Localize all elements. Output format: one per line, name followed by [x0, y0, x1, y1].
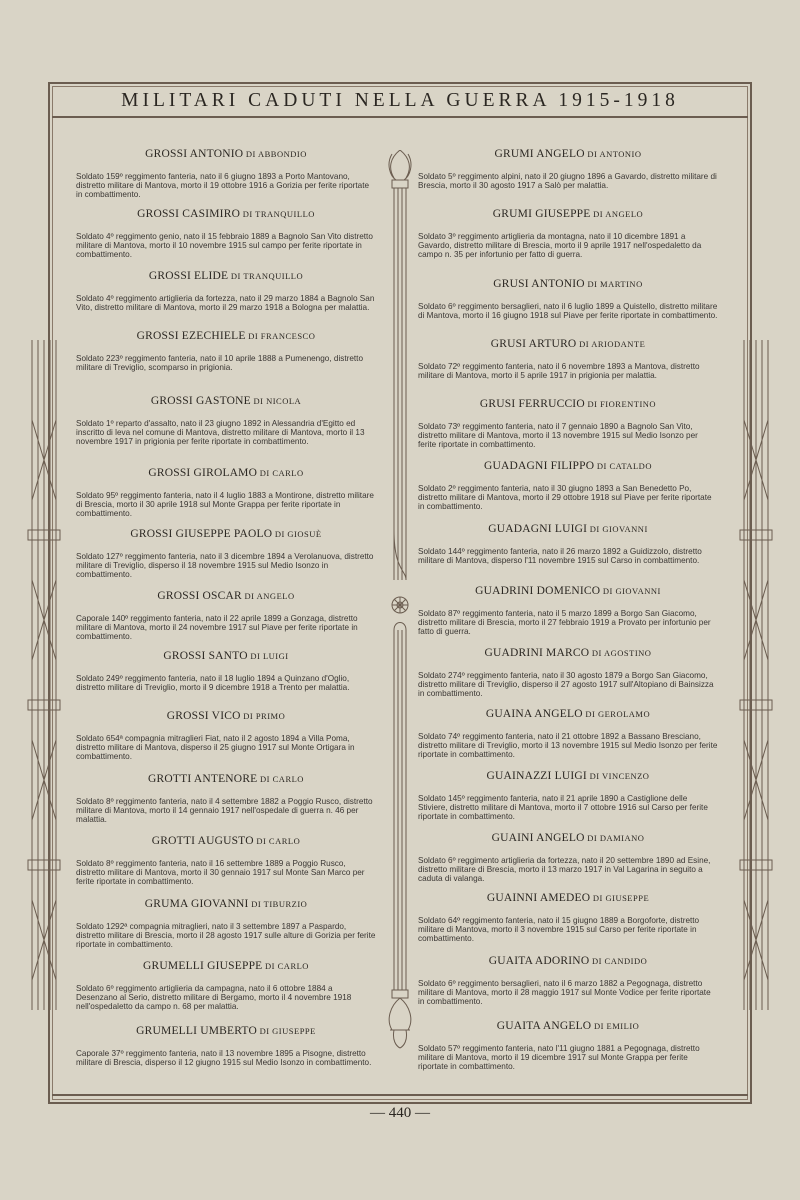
entry-name — [76, 395, 376, 407]
entry-name — [76, 773, 376, 785]
entry-surname: GROSSI GIUSEPPE PAOLO — [130, 528, 273, 540]
entry-surname: GUAINAZZI LUIGI — [486, 770, 587, 782]
entry-name — [76, 528, 376, 540]
entry-parentage: DI PRIMO — [240, 711, 286, 721]
page-number: — 440 — — [370, 1105, 430, 1121]
entry — [76, 898, 376, 950]
entry-text: Soldato 1292ª compagnia mitraglieri, nato il 3 settembre 1897 a Paspardo, distretto militare di Brescia, morto il 28 agosto 1917 sulle alture di Gorizia per ferite riportate in combattimento. — [76, 922, 376, 950]
entry-parentage: DI ABBONDIO — [243, 149, 307, 159]
entry-parentage: DI FRANCESCO — [245, 331, 316, 341]
entry-surname: GUADRINI MARCO — [484, 647, 590, 659]
entry-text: Soldato 223º reggimento fanteria, nato il 10 aprile 1888 a Pumenengo, distretto militare di Treviglio, scomparso in prigionia. — [76, 354, 364, 373]
entry-name — [418, 955, 718, 967]
entry-text: Soldato 144º reggimento fanteria, nato il 26 marzo 1892 a Guidizzolo, distretto militare di Mantova, disperso l'11 novembre 1915 sul Carso in combattimento. — [418, 547, 702, 566]
entry — [76, 148, 376, 200]
entry-surname: GROSSI ELIDE — [148, 270, 229, 282]
entry-name — [418, 585, 718, 597]
entry — [76, 1025, 376, 1067]
entry-name — [76, 710, 376, 722]
entry — [76, 650, 376, 692]
entry-surname: GROSSI GIROLAMO — [148, 467, 258, 479]
entry-parentage: DI DAMIANO — [584, 833, 645, 843]
entry — [418, 832, 718, 884]
entry-text: Soldato 64º reggimento fanteria, nato il 15 giugno 1889 a Borgoforte, distretto militare di Mantova, morto il 3 novembre 1915 sul Carso per ferite riportate in combattimento. — [418, 916, 700, 944]
entry — [418, 208, 718, 260]
entry-name — [418, 892, 718, 904]
entry — [418, 770, 718, 822]
entry-parentage: DI LUIGI — [247, 651, 289, 661]
entry — [76, 270, 376, 312]
entry — [418, 955, 718, 1007]
entry — [76, 208, 376, 260]
entry-parentage: DI TIBURZIO — [248, 899, 308, 909]
entry-parentage: DI VINCENZO — [586, 771, 650, 781]
entry-text: Soldato 4º reggimento genio, nato il 15 febbraio 1889 a Bagnolo San Vito distretto militare di Mantova, morto il 10 novembre 1915 sul campo per ferite riportate in combattimento. — [76, 232, 373, 260]
entry-surname: GROSSI VICO — [166, 710, 241, 722]
entry-text: Soldato 87º reggimento fanteria, nato il 5 marzo 1899 a Borgo San Giacomo, distretto militare di Brescia, morto il 27 febbraio 1919 a Provato per infortunio per fatto di guerra. — [418, 609, 711, 637]
entry-text: Soldato 1º reparto d'assalto, nato il 23 giugno 1892 in Alessandria d'Egitto ed inscritto di leva nel comune di Mantova, distretto militare di Mantova, morto il 13 novembre 1917 in prigionia per ferite riportate in combattimento. — [76, 419, 365, 447]
entry-surname: GRUMI GIUSEPPE — [492, 208, 591, 220]
entry-name — [418, 832, 718, 844]
entry — [418, 398, 718, 450]
entry — [76, 528, 376, 580]
entry-name — [418, 338, 718, 350]
entry — [418, 148, 718, 190]
page-footer-rule — [52, 1094, 748, 1100]
entry-surname: GRUSI FERRUCCIO — [479, 398, 585, 410]
entry — [76, 960, 376, 1012]
entry-parentage: DI GIUSEPPE — [590, 893, 650, 903]
entry-text: Soldato 3º reggimento artiglieria da montagna, nato il 10 dicembre 1891 a Gavardo, distretto militare di Brescia, morto il 9 aprile 1917 nell'ospedaletto da campo n. 35 per infortunio per fatto di guerra. — [418, 232, 702, 260]
entry — [418, 585, 718, 637]
entry-parentage: DI ANGELO — [241, 591, 295, 601]
entry-name — [76, 835, 376, 847]
entry-name — [418, 523, 718, 535]
entry-parentage: DI GIOVANNI — [600, 586, 661, 596]
page-header — [52, 86, 748, 118]
entry-surname: GRUMA GIOVANNI — [144, 898, 249, 910]
entry-name — [76, 467, 376, 479]
entry-surname: GROTTI ANTENORE — [148, 773, 258, 785]
entry-name — [418, 647, 718, 659]
entry — [418, 523, 718, 565]
entry-surname: GRUSI ARTURO — [490, 338, 577, 350]
entry-name — [418, 278, 718, 290]
entry-surname: GROSSI ANTONIO — [145, 148, 244, 160]
entry-surname: GUAINI ANGELO — [491, 832, 585, 844]
entry — [76, 467, 376, 519]
entry-text: Soldato 4º reggimento artiglieria da fortezza, nato il 29 marzo 1884 a Bagnolo San Vito, distretto militare di Mantova, morto il 29 marzo 1918 a Bologna per malattia. — [76, 294, 375, 313]
entry-parentage: DI GIOVANNI — [587, 524, 648, 534]
entry-parentage: DI EMILIO — [591, 1021, 640, 1031]
entry-name — [418, 398, 718, 410]
entry-parentage: DI CATALDO — [594, 461, 652, 471]
entry-surname: GROSSI GASTONE — [150, 395, 251, 407]
entry — [418, 460, 718, 512]
fasces-border-icon — [18, 340, 68, 1010]
entry-surname: GROTTI AUGUSTO — [151, 835, 254, 847]
entry-parentage: DI FIORENTINO — [584, 399, 657, 409]
entry — [418, 647, 718, 699]
entry-name — [76, 148, 376, 160]
entry — [418, 708, 718, 760]
page-title: MILITARI CADUTI NELLA GUERRA 1915-1918 — [121, 90, 679, 111]
entry-parentage: DI CANDIDO — [589, 956, 648, 966]
entry-name — [76, 330, 376, 342]
entry-name — [418, 708, 718, 720]
entry-surname: GROSSI SANTO — [163, 650, 248, 662]
entry-text: Soldato 6º reggimento artiglieria da fortezza, nato il 20 settembre 1890 ad Esine, distretto militare di Brescia, morto il 13 marzo 1917 in Val Lagarina in seguito a caduta di valanga. — [418, 856, 711, 884]
entry-surname: GUAINNI AMEDEO — [486, 892, 591, 904]
entry-surname: GRUMI ANGELO — [494, 148, 585, 160]
entry — [418, 1020, 718, 1072]
entry-name — [418, 460, 718, 472]
fasces-column-icon — [384, 150, 416, 1070]
entry — [76, 835, 376, 887]
entry-surname: GUADRINI DOMENICO — [475, 585, 601, 597]
entry-name — [76, 270, 376, 282]
entry-parentage: DI TRANQUILLO — [240, 209, 315, 219]
entry — [76, 330, 376, 372]
entry — [76, 395, 376, 447]
entry-name — [418, 770, 718, 782]
entry-parentage: DI ANGELO — [590, 209, 644, 219]
entry-parentage: DI GIUSEPPE — [256, 1026, 316, 1036]
entry-surname: GUADAGNI LUIGI — [488, 523, 588, 535]
entry-text: Soldato 8º reggimento fanteria, nato il 4 settembre 1882 a Poggio Rusco, distretto militare di Mantova, morto il 14 gennaio 1917 nell'ospedale di guerra n. 46 per malattia. — [76, 797, 373, 825]
entry-surname: GRUSI ANTONIO — [493, 278, 585, 290]
entry-parentage: DI ARIODANTE — [576, 339, 646, 349]
entry-name — [76, 208, 376, 220]
entry-parentage: DI CARLO — [262, 961, 309, 971]
entry-surname: GRUMELLI GIUSEPPE — [143, 960, 263, 972]
entry-text: Soldato 127º reggimento fanteria, nato il 3 dicembre 1894 a Verolanuova, distretto militare di Treviglio, disperso il 18 novembre 1915 sul Medio Isonzo in combattimento. — [76, 552, 374, 580]
entry-text: Soldato 159º reggimento fanteria, nato il 6 giugno 1893 a Porto Mantovano, distretto militare di Mantova, morto il 19 ottobre 1916 a Gorizia per ferite riportate in combattimento. — [76, 172, 370, 200]
entry-name — [76, 898, 376, 910]
entry-name — [418, 148, 718, 160]
entry-text: Soldato 6º reggimento bersaglieri, nato il 6 luglio 1899 a Quistello, distretto militare di Mantova, morto il 16 giugno 1918 sul Piave per ferite riportate in combattimento. — [418, 302, 718, 321]
entry-surname: GUAITA ADORINO — [488, 955, 590, 967]
entry — [418, 892, 718, 944]
entry-surname: GROSSI OSCAR — [157, 590, 242, 602]
entry-parentage: DI GIOSUÈ — [272, 529, 322, 539]
entry-parentage: DI CARLO — [257, 468, 304, 478]
entry-parentage: DI GEROLAMO — [582, 709, 651, 719]
entry-surname: GUADAGNI FILIPPO — [484, 460, 595, 472]
entry-text: Soldato 6º reggimento artiglieria da campagna, nato il 6 ottobre 1884 a Desenzano al Serio, distretto militare di Bergamo, morto il 4 novembre 1918 nell'ospedaletto da campo n. 68 per malattia. — [76, 984, 352, 1012]
entry-text: Caporale 140º reggimento fanteria, nato il 22 aprile 1899 a Gonzaga, distretto militare di Mantova, morto il 24 novembre 1917 sul Piave per ferite riportate in combattimento. — [76, 614, 358, 642]
entry-text: Soldato 249º reggimento fanteria, nato il 18 luglio 1894 a Quinzano d'Oglio, distretto militare di Treviglio, morto il 9 dicembre 1918 a Trento per malattia. — [76, 674, 350, 693]
entry-parentage: DI NICOLA — [250, 396, 302, 406]
entry — [418, 278, 718, 320]
entry — [76, 710, 376, 762]
entry-text: Soldato 5º reggimento alpini, nato il 20 giugno 1896 a Gavardo, distretto militare di Brescia, morto il 30 agosto 1917 a Salò per malattia. — [418, 172, 717, 191]
entry-parentage: DI ANTONIO — [584, 149, 642, 159]
entry-text: Caporale 37º reggimento fanteria, nato il 13 novembre 1895 a Pisogne, distretto militare di Brescia, disperso il 12 giugno 1915 sul Medio Isonzo in combattimento. — [76, 1049, 372, 1068]
entry-text: Soldato 57º reggimento fanteria, nato l'11 giugno 1881 a Pegognaga, distretto militare di Mantova, morto il 19 dicembre 1917 sul Monte Grappa per ferite riportate in combattimento. — [418, 1044, 700, 1072]
entry-text: Soldato 74º reggimento fanteria, nato il 21 ottobre 1892 a Bassano Bresciano, distretto militare di Treviglio, morto il 13 novembre 1915 sul Medio Isonzo per ferite riportate in combattimento. — [418, 732, 718, 760]
entry-name — [418, 1020, 718, 1032]
entry-parentage: DI MARTINO — [584, 279, 643, 289]
entry-text: Soldato 8º reggimento fanteria, nato il 16 settembre 1889 a Poggio Rusco, distretto militare di Mantova, morto il 30 gennaio 1917 sul Monte San Marco per ferite riportate in combattimento. — [76, 859, 365, 887]
entry-text: Soldato 72º reggimento fanteria, nato il 6 novembre 1893 a Mantova, distretto militare di Mantova, morto il 5 aprile 1917 in prigionia per malattia. — [418, 362, 700, 381]
entry-name — [76, 960, 376, 972]
entry-parentage: DI TRANQUILLO — [228, 271, 304, 281]
entry — [418, 338, 718, 380]
entry-text: Soldato 73º reggimento fanteria, nato il 7 gennaio 1890 a Bagnolo San Vito, distretto militare di Mantova, morto il 13 novembre 1915 sul Medio Isonzo per ferite riportate in combattimento. — [418, 422, 698, 450]
entry-text: Soldato 274º reggimento fanteria, nato il 30 agosto 1879 a Borgo San Giacomo, distretto militare di Treviglio, disperso il 27 agosto 1917 sull'Altopiano di Bainsizza in combattimento. — [418, 671, 714, 699]
entry-text: Soldato 2º reggimento fanteria, nato il 30 giugno 1893 a San Benedetto Po, distretto militare di Mantova, morto il 29 ottobre 1918 sul Piave per ferite riportate in combattimento. — [418, 484, 712, 512]
entry-name — [76, 590, 376, 602]
entry — [76, 590, 376, 642]
entry-surname: GROSSI CASIMIRO — [137, 208, 241, 220]
entry-name — [418, 208, 718, 220]
entry-text: Soldato 145º reggimento fanteria, nato il 21 aprile 1890 a Castiglione delle Stiviere, distretto militare di Mantova, morto il 7 ottobre 1916 sul Carso per ferite riportate in combattimento. — [418, 794, 708, 822]
entry-surname: GUAITA ANGELO — [496, 1020, 592, 1032]
entry-name — [76, 1025, 376, 1037]
entry-name — [76, 650, 376, 662]
entry-surname: GUAINA ANGELO — [485, 708, 583, 720]
entry-surname: GRUMELLI UMBERTO — [136, 1025, 257, 1037]
entry-parentage: DI AGOSTINO — [589, 648, 652, 658]
entry-parentage: DI CARLO — [257, 774, 304, 784]
fasces-border-icon — [732, 340, 782, 1010]
entry-text: Soldato 654ª compagnia mitraglieri Fiat, nato il 2 agosto 1894 a Villa Poma, distretto militare di Mantova, disperso il 25 giugno 1917 sul Monte Ortigara in combattimento. — [76, 734, 355, 762]
entry-parentage: DI CARLO — [253, 836, 301, 846]
entry-text: Soldato 95º reggimento fanteria, nato il 4 luglio 1883 a Montirone, distretto militare di Brescia, morto il 30 aprile 1918 sul Monte Grappa per ferite riportate in combattimento. — [76, 491, 374, 519]
entry-surname: GROSSI EZECHIELE — [136, 330, 246, 342]
entry-text: Soldato 6º reggimento bersaglieri, nato il 6 marzo 1882 a Pegognaga, distretto militare di Mantova, morto il 28 maggio 1917 sul Monte Vodice per ferite riportate in combattimento. — [418, 979, 711, 1007]
entry — [76, 773, 376, 825]
